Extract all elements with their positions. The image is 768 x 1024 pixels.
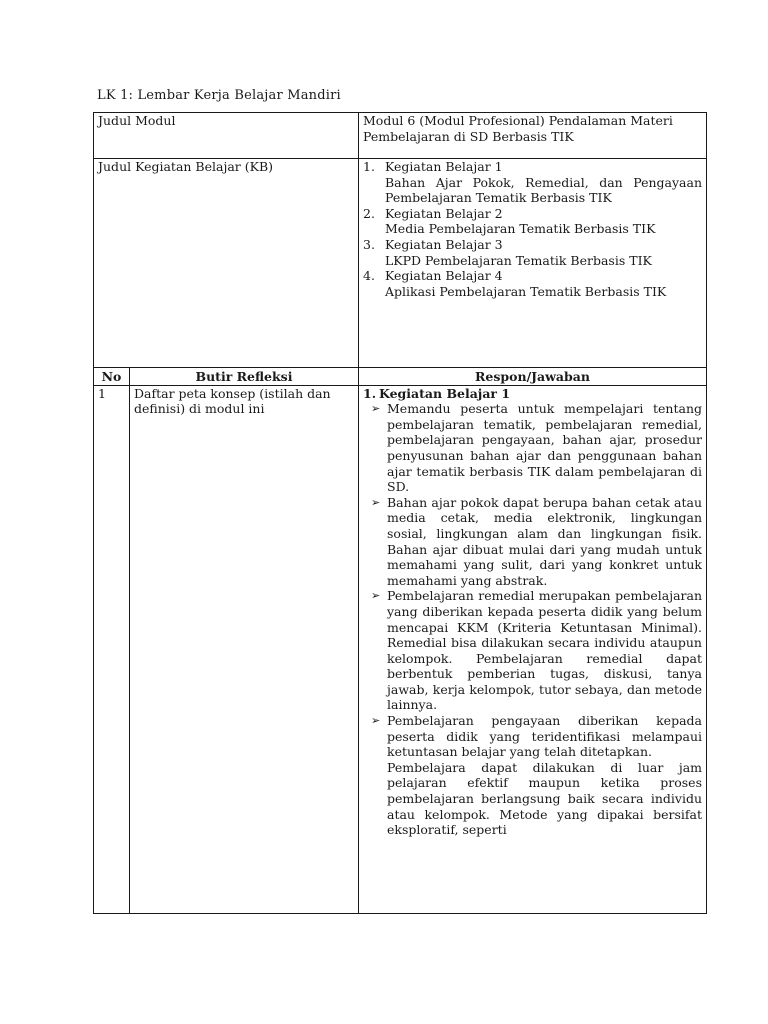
- table-header-row: [94, 368, 707, 386]
- bullet-text: Pembelajaran pengayaan diberikan kepada peserta didik yang teridentifikasi melampaui ketuntasan belajar yang telah ditetapkan.: [387, 713, 702, 760]
- list-item: [363, 588, 702, 713]
- worksheet-table: [93, 112, 707, 914]
- modul-label: Judul Modul: [94, 113, 359, 159]
- kb-item-title: Kegiatan Belajar 3: [385, 236, 503, 252]
- modul-row: [94, 113, 707, 159]
- table-row: [94, 385, 707, 913]
- response-kb-heading: [363, 386, 702, 402]
- bullet-text: Pembelajaran remedial merupakan pembelajaran yang diberikan kepada peserta didik yang belum mencapai KKM (Kriteria Ketuntasan Minimal). Remedial bisa dilakukan secara individu ataupun kelompok. Pembelajaran remedial dapat berbentuk pemberian tugas, diskusi, tanya jawab, kerja kelompok, tutor sebaya, dan metode lainnya.: [387, 588, 702, 713]
- kb-item: [363, 237, 702, 268]
- document-title: LK 1: Lembar Kerja Belajar Mandiri: [97, 88, 341, 103]
- modul-value: Modul 6 (Modul Profesional) Pendalaman Materi Pembelajaran di SD Berbasis TIK: [359, 113, 707, 159]
- response-kb-title: Kegiatan Belajar 1: [379, 385, 511, 401]
- kb-item: [363, 159, 702, 206]
- row-number: 1: [94, 385, 130, 913]
- list-item: [363, 495, 702, 589]
- kb-item-desc: Aplikasi Pembelajaran Tematik Berbasis TIK: [385, 283, 667, 299]
- arrow-bullet-icon: ➢: [371, 714, 381, 728]
- kb-item-desc: Bahan Ajar Pokok, Remedial, dan Pengayaan Pembelajaran Tematik Berbasis TIK: [385, 174, 702, 206]
- arrow-bullet-icon: ➢: [371, 589, 381, 603]
- row-respon: [359, 385, 707, 913]
- kb-item: [363, 268, 702, 299]
- kb-list: [363, 159, 702, 299]
- kb-row: [94, 159, 707, 368]
- kb-item: [363, 206, 702, 237]
- list-item: [363, 713, 702, 760]
- kb-item-number: 1.: [363, 159, 375, 174]
- kb-item-number: 2.: [363, 205, 375, 221]
- kb-item-desc: LKPD Pembelajaran Tematik Berbasis TIK: [385, 252, 652, 268]
- kb-label: Judul Kegiatan Belajar (KB): [94, 159, 359, 368]
- kb-item-number: 4.: [363, 268, 375, 284]
- kb-item-title: Kegiatan Belajar 2: [385, 205, 503, 221]
- list-item: [363, 401, 702, 495]
- arrow-bullet-icon: ➢: [371, 495, 381, 509]
- kb-item-title: Kegiatan Belajar 4: [385, 268, 503, 284]
- continuation-paragraph: Pembelajara dapat dilakukan di luar jam pelajaran efektif maupun ketika proses pembelajaran berlangsung baik secara individu atau kelompok. Metode yang dipakai bersifat eksploratif, seperti: [387, 759, 702, 838]
- kb-item-number: 3.: [363, 236, 375, 252]
- row-butir: Daftar peta konsep (istilah dan definisi) di modul ini: [130, 385, 359, 913]
- kb-item-desc: Media Pembelajaran Tematik Berbasis TIK: [385, 221, 656, 237]
- response-bullets: [363, 401, 702, 760]
- header-no: No: [94, 368, 130, 386]
- bullet-text: Bahan ajar pokok dapat berupa bahan cetak atau media cetak, media elektronik, lingkungan sosial, lingkungan alam dan lingkungan fisik. Bahan ajar dibuat mulai dari yang mudah untuk memahami yang sulit, dari yang konkret untuk memahami yang abstrak.: [387, 494, 702, 588]
- response-kb-number: 1.: [363, 385, 377, 401]
- bullet-text: Memandu peserta untuk mempelajari tentang pembelajaran tematik, pembelajaran remedial, pembelajaran pengayaan, bahan ajar, prosedur penyusunan bahan ajar dan penggunaan bahan ajar tematik berbasis TIK dalam pembelajaran di SD.: [387, 401, 702, 495]
- header-respon: Respon/Jawaban: [359, 368, 707, 386]
- header-butir: Butir Refleksi: [130, 368, 359, 386]
- arrow-bullet-icon: ➢: [371, 402, 381, 416]
- kb-list-cell: [359, 159, 707, 368]
- kb-item-title: Kegiatan Belajar 1: [385, 159, 503, 174]
